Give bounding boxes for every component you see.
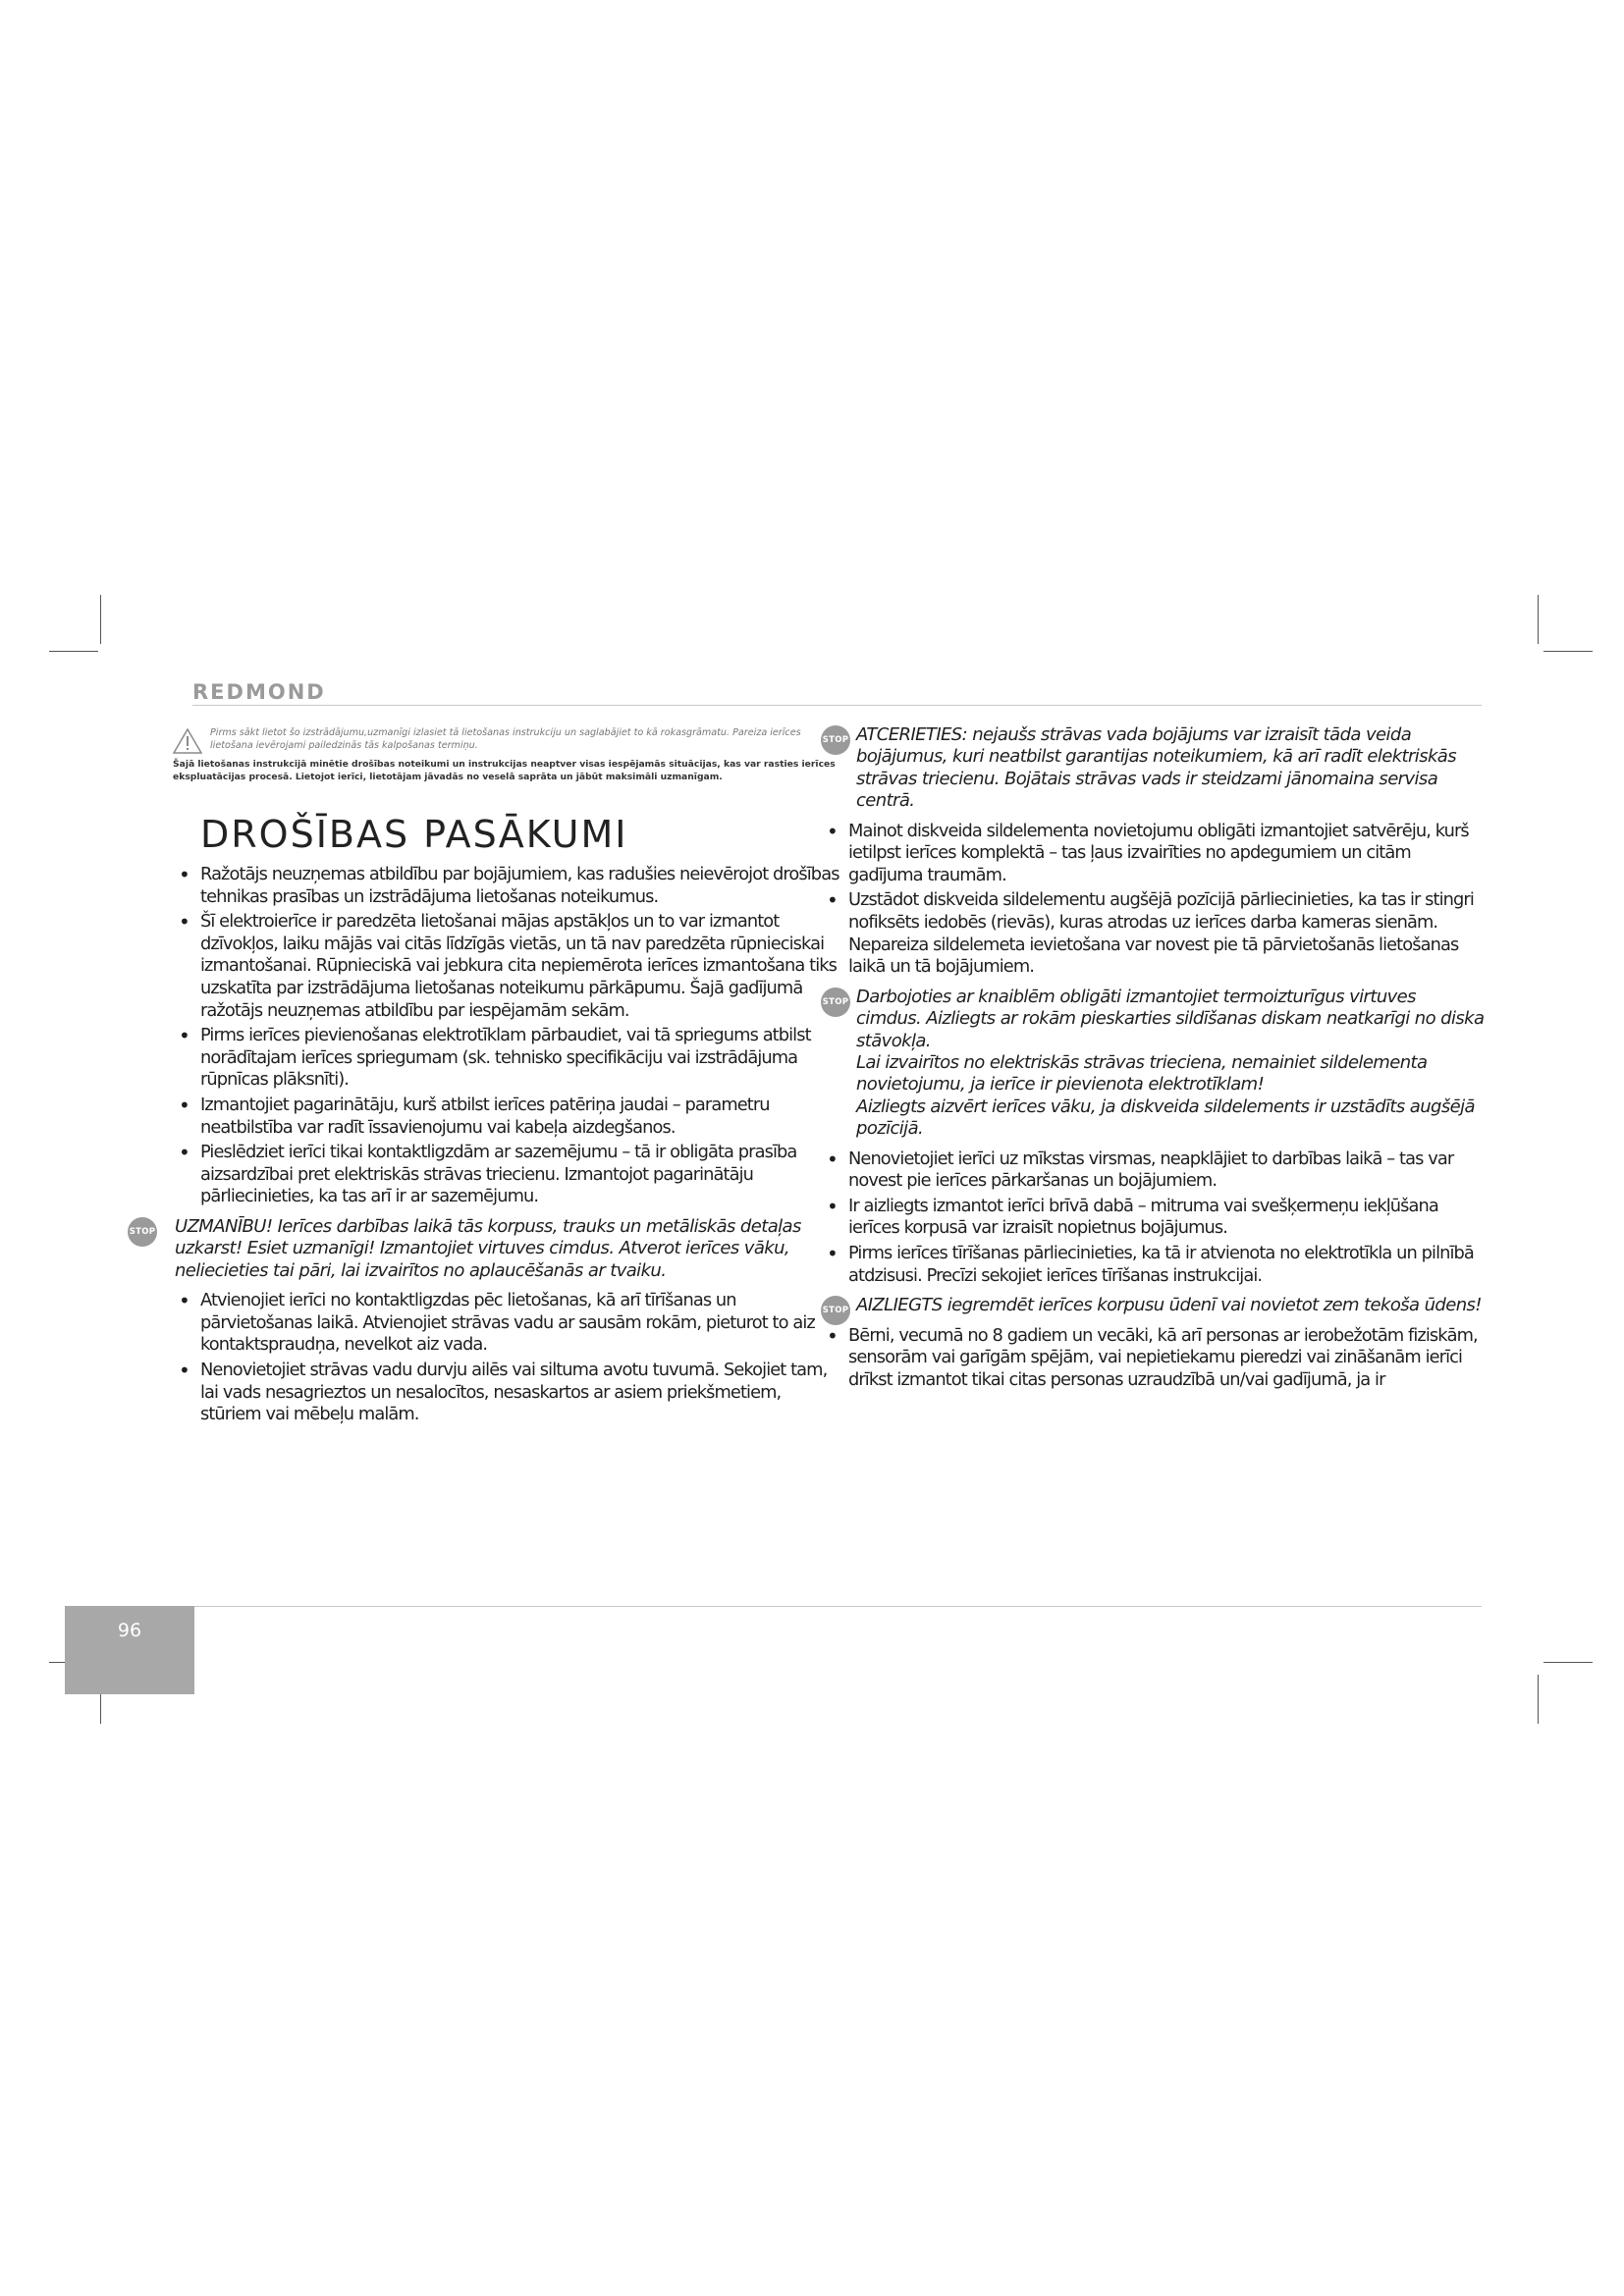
list-item: • Nenovietojiet ierīci uz mīkstas virsmas, neapklājiet to darbības laikā – tas var novest pie ierīces pārkaršanas un bojājumiem. [821,1148,1485,1193]
header [192,680,1482,704]
right-list-b [821,1148,1485,1288]
stop-icon: STOP [821,725,850,755]
crop-mark [1538,595,1539,644]
list-item: • Izmantojiet pagarinātāju, kurš atbilst ierīces patēriņa jaudai – parametru neatbilstība var radīt īssavienojumu vai kabeļa aizdegšanos. [173,1095,840,1139]
crop-mark [49,651,98,652]
list-item: • Mainot diskveida sildelementa novietojumu obligāti izmantojiet satvērēju, kurš ietilpst ierīces komplektā – tas ļaus izvairīties no apdegumiem un citām gadījuma traumām. [821,821,1485,887]
list-item: • Atvienojiet ierīci no kontaktligzdas pēc lietošanas, kā arī tīrīšanas un pārvietošanas laikā. Atvienojiet strāvas vadu ar sausām rokām, pieturot to aiz kontaktspraudņa, nevelkot aiz vada. [173,1290,840,1357]
intro-note [173,726,840,783]
right-list-c [821,1325,1485,1392]
right-list-a [821,821,1485,979]
stop-warning [821,724,1485,813]
page-number: 96 [117,1620,142,1641]
right-column [821,724,1485,1394]
warning-triangle-icon [173,728,202,754]
header-rule [192,705,1482,706]
page-number-box [65,1606,194,1694]
crop-mark [1543,651,1593,652]
stop-warning-text: Darbojoties ar knaiblēm obligāti izmantojiet termoizturīgus virtuves cimdus. Aizliegts ar rokām pieskarties sildīšanas diskam neatkarīgi no diska stāvokļa. Lai izvairītos no elektriskās strāvas trieciena, nemainiet sildelementa novietojumu, ja ierīce ir pievienota elektrotīklam! Aizliegts aizvērt ierīces vāku, ja diskveida sildelements ir uzstādīts augšējā pozīcijā. [856,986,1485,1140]
section-title: DROŠĪBAS PASĀKUMI [200,813,628,856]
list-item: • Šī elektroierīce ir paredzēta lietošanai mājas apstākļos un to var izmantot dzīvokļos, laiku mājās vai citās līdzīgās vietās, un tā nav paredzēta rūpnieciskai izmantošanai. Rūpnieciskā vai jebkura cita nepiemērota ierīces izmantošana tiks uzskatīta par izstrādājuma lietošanas noteikumu pārkāpumu. Šajā gadījumā ražotājs neuzņemas atbildību par iespējamām sekām. [173,911,840,1022]
left-list-b [173,1290,840,1426]
list-item: • Pirms ierīces pievienošanas elektrotīklam pārbaudiet, vai tā spriegums atbilst norādītajam ierīces spriegumam (sk. tehnisko specifikāciju vai izstrādājuma rūpnīcas plāksnīti). [173,1025,840,1092]
stop-warning [128,1216,840,1282]
left-column [129,724,840,1429]
stop-icon: STOP [821,1296,850,1325]
list-item: • Pirms ierīces tīrīšanas pārliecinieties, ka tā ir atvienota no elektrotīkla un pilnībā atdzisusi. Precīzi sekojiet ierīces tīrīšanas instrukcijai. [821,1243,1485,1287]
left-list-a [173,864,840,1208]
list-item: • Nenovietojiet strāvas vadu durvju ailēs vai siltuma avotu tuvumā. Sekojiet tam, lai vads nesagrieztos un nesalocītos, nesaskartos ar asiem priekšmetiem, stūriem vai mēbeļu malām. [173,1360,840,1426]
list-item: • Uzstādot diskveida sildelementu augšējā pozīcijā pārliecinieties, ka tas ir stingri nofiksēts iedobēs (rievās), kuras atrodas uz ierīces darba kameras sienām. Nepareiza sildelemeta ievietošana var novest pie tā pārvietošanās lietošanas laikā un tā bojājumiem. [821,889,1485,978]
stop-icon: STOP [128,1217,157,1247]
intro-italic-text: Pirms sākt lietot šo izstrādājumu,uzmanīgi izlasiet tā lietošanas instrukciju un saglabājiet to kā rokasgrāmatu. Pareiza ierīces lietošana ievērojami pailedzinās tās kalpošanas termiņu. [210,727,801,751]
list-item: • Bērni, vecumā no 8 gadiem un vecāki, kā arī personas ar ierobežotām fiziskām, sensorām vai garīgām spējām, vai nepietiekamu pieredzi vai zināšanām ierīci drīkst izmantot tikai citas personas uzraudzībā un/vai gadījumā, ja ir [821,1325,1485,1392]
stop-icon: STOP [821,988,850,1017]
stop-warning [821,987,1485,1141]
stop-warning-text: AIZLIEGTS iegremdēt ierīces korpusu ūdenī vai novietot zem tekoša ūdens! [856,1295,1482,1316]
stop-warning [821,1295,1485,1316]
stop-warning-text: ATCERIETIES: nejaušs strāvas vada bojājums var izraisīt tāda veida bojājumus, kuri neatbilst garantijas noteikumiem, kā arī radīt elektriskās strāvas triecienu. Bojātais strāvas vads ir steidzami jānomaina servisa centrā. [856,724,1457,812]
footer-rule [192,1606,1482,1607]
list-item: • Ražotājs neuzņemas atbildību par bojājumiem, kas radušies neievērojot drošības tehnikas prasības un izstrādājuma lietošanas noteikumus. [173,864,840,908]
stop-warning-text: UZMANĪBU! Ierīces darbības laikā tās korpuss, trauks un metāliskās detaļas uzkarst! Esiet uzmanīgi! Izmantojiet virtuves cimdus. Atverot ierīces vāku, neliecieties tai pāri, lai izvairītos no aplaucēšanās ar tvaiku. [175,1215,801,1281]
list-item: • Ir aizliegts izmantot ierīci brīvā dabā – mitruma vai svešķermeņu iekļūšana ierīces korpusā var izraisīt nopietnus bojājumus. [821,1196,1485,1240]
intro-bold-text: Šajā lietošanas instrukcijā minētie drošības noteikumi un instrukcijas neaptver visas iespējamās situācijas, kas var rasties ierīces ekspluatācijas procesā. Lietojot ierīci, lietotājam jāvadās no veselā saprāta un jābūt maksimāli uzmanīgam. [173,759,836,782]
list-item: • Pieslēdziet ierīci tikai kontaktligzdām ar sazemējumu – tā ir obligāta prasība aizsardzībai pret elektriskās strāvas triecienu. Izmantojot pagarinātāju pārliecinieties, ka tas arī ir ar sazemējumu. [173,1142,840,1208]
redmond-logo: REDMOND [192,680,326,704]
crop-mark [100,595,101,644]
crop-mark [1543,1662,1593,1663]
crop-mark [1538,1675,1539,1724]
